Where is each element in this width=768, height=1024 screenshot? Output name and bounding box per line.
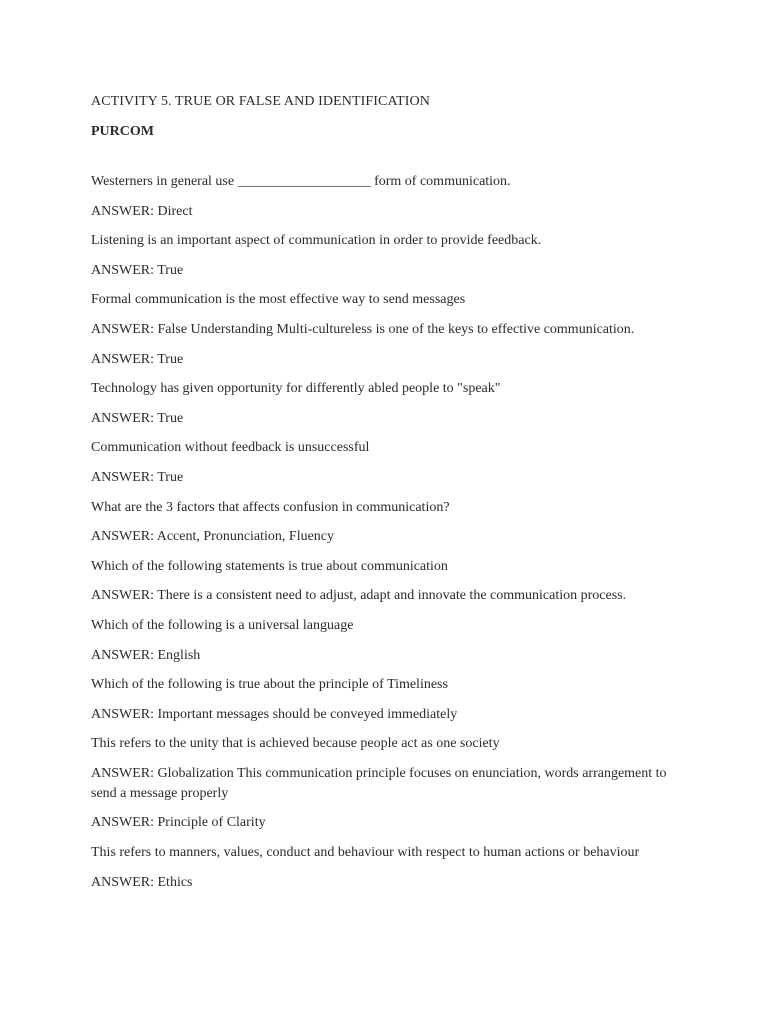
- answer-line: ANSWER: True: [91, 469, 184, 485]
- question-line: This refers to manners, values, conduct and behaviour with respect to human actions or behaviour: [91, 845, 640, 861]
- answer-line: ANSWER: True: [91, 410, 184, 426]
- answer-line: ANSWER: Important messages should be conveyed immediately: [91, 706, 458, 722]
- answer-line: ANSWER: True: [91, 262, 184, 278]
- question-answer-list: [91, 172, 691, 893]
- answer-line: ANSWER: Accent, Pronunciation, Fluency: [91, 529, 335, 545]
- question-line: Which of the following statements is true about communication: [91, 558, 448, 574]
- answer-line: ANSWER: False Understanding Multi-cultureless is one of the keys to effective communication.: [91, 321, 635, 337]
- question-line: Listening is an important aspect of communication in order to provide feedback.: [91, 233, 542, 249]
- question-line: What are the 3 factors that affects confusion in communication?: [91, 499, 450, 515]
- answer-line: ANSWER: Ethics: [91, 874, 193, 890]
- question-line: Formal communication is the most effective way to send messages: [91, 292, 466, 308]
- document-title: ACTIVITY 5. TRUE OR FALSE AND IDENTIFICATION: [91, 94, 430, 109]
- question-line: Communication without feedback is unsuccessful: [91, 440, 370, 456]
- document-subject: PURCOM: [91, 124, 154, 139]
- question-line: This refers to the unity that is achieved because people act as one society: [91, 736, 500, 752]
- answer-line: ANSWER: There is a consistent need to adjust, adapt and innovate the communication process.: [91, 588, 627, 604]
- question-line: Which of the following is true about the principle of Timeliness: [91, 677, 448, 693]
- answer-line: ANSWER: English: [91, 647, 201, 663]
- answer-line: ANSWER: Globalization This communication principle focuses on enunciation, words arrangement to send a message properly: [91, 765, 667, 801]
- answer-line: ANSWER: Principle of Clarity: [91, 815, 266, 831]
- question-line: Which of the following is a universal language: [91, 617, 354, 633]
- question-line: Technology has given opportunity for differently abled people to "speak": [91, 381, 501, 397]
- answer-line: ANSWER: Direct: [91, 203, 193, 219]
- document-page: [91, 92, 691, 902]
- answer-line: ANSWER: True: [91, 351, 184, 367]
- question-line: Westerners in general use ___________________ form of communication.: [91, 174, 511, 189]
